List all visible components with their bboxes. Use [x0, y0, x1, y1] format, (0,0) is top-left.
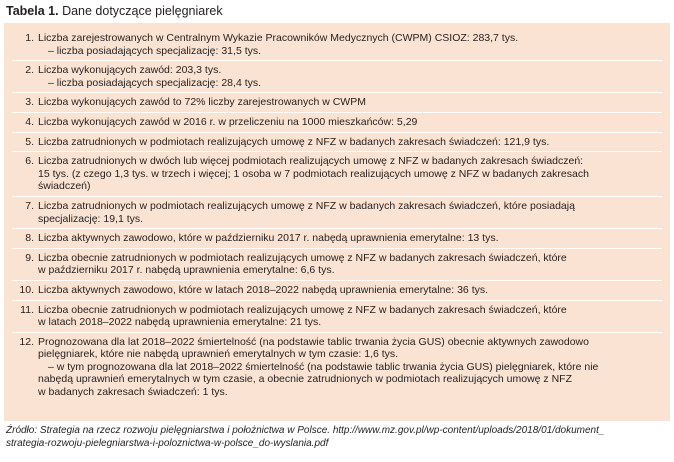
row-text-line: w październiku 2017 r. nabędą uprawnienia emerytalne: 6,6 tys. — [38, 264, 335, 277]
row-number: 10. — [19, 283, 34, 296]
row-text-line: Prognozowana dla lat 2018–2022 śmiertelność (na podstawie tablic trwania życia GUS) obecnie aktywnych zawodowo — [38, 335, 589, 348]
row-text-line: – liczba posiadających specjalizację: 31,5 tys. — [48, 44, 262, 57]
table-caption — [6, 4, 223, 18]
table-caption-title: Dane dotyczące pielęgniarek — [62, 4, 223, 18]
row-text-line: Liczba wykonujących zawód to 72% liczby zarejestrowanych w CWPM — [38, 96, 366, 109]
row-text-line: – liczba posiadających specjalizację: 28,4 tys. — [48, 76, 262, 89]
table-row — [12, 197, 662, 229]
row-number: 7. — [25, 199, 34, 212]
source-line-1: Źródło: Strategia na rzecz rozwoju pielęgniarstwa i położnictwa w Polsce. http://www.mz.gov.pl/wp-content/uploads/2018/01/dokument_ — [6, 425, 605, 436]
row-number: 9. — [25, 251, 34, 264]
table-row — [12, 301, 662, 333]
row-text-line: Liczba zatrudnionych w podmiotach realizujących umowę z NFZ w badanych zakresach świadczeń, które posiadają — [38, 199, 575, 212]
row-number: 3. — [25, 96, 34, 109]
table-row — [12, 133, 662, 153]
row-number: 8. — [25, 232, 34, 245]
row-number: 11. — [20, 303, 34, 316]
row-text-line: świadczeń) — [38, 180, 91, 193]
table-row — [12, 249, 662, 281]
row-text-line: Liczba aktywnych zawodowo, które w latach 2018–2022 nabędą uprawnienia emerytalne: 36 tys. — [38, 283, 489, 296]
row-text-line: 15 tys. (z czego 1,3 tys. w trzech i więcej; 1 osoba w 7 podmiotach realizujących umowę z NFZ w badanych zakresach — [38, 167, 589, 180]
row-text-line: Liczba zarejestrowanych w Centralnym Wykazie Pracowników Medycznych (CWPM) CSIOZ: 283,7 tys. — [38, 32, 519, 44]
table-row — [12, 333, 662, 402]
row-text-line: Liczba aktywnych zawodowo, które w październiku 2017 r. nabędą uprawnienia emerytalne: 13 tys. — [38, 232, 499, 245]
row-text-line: w latach 2018–2022 nabędą uprawnienia emerytalne: 21 tys. — [38, 316, 322, 329]
row-text-line: Liczba obecnie zatrudnionych w podmiotach realizujących umowę z NFZ w badanych zakresach świadczeń, które — [38, 303, 567, 316]
row-number: 12. — [19, 335, 34, 348]
row-text-line: Liczba zatrudnionych w dwóch lub więcej podmiotach realizujących umowę z NFZ w badanych zakresach świadczeń: — [38, 155, 584, 168]
row-text-line: pielęgniarek, które nie nabędą uprawnień emerytalnych w tym czasie: 1,6 tys. — [38, 348, 399, 361]
table-row — [12, 29, 662, 61]
table-row — [12, 61, 662, 93]
table-row — [12, 113, 662, 133]
table-caption-label: Tabela 1. — [6, 4, 59, 18]
row-number: 5. — [25, 135, 34, 148]
table-row — [12, 281, 662, 301]
row-number: 4. — [25, 115, 34, 128]
row-text-line: Liczba zatrudnionych w podmiotach realizujących umowę z NFZ w badanych zakresach świadczeń: 121,9 tys. — [38, 135, 550, 148]
row-text-line: nabędą uprawnień emerytalnych w tym czasie, a obecnie zatrudnionych w podmiotach realizujących umowę z NFZ — [38, 373, 573, 386]
row-text-line: Liczba obecnie zatrudnionych w podmiotach realizujących umowę z NFZ w badanych zakresach świadczeń, które — [38, 251, 567, 264]
source-line-2: strategia-rozwoju-pielegniarstwa-i-poloznictwa-w-polsce_do-wyslania.pdf — [6, 437, 329, 449]
row-text-line: w badanych zakresach świadczeń: 1 tys. — [38, 386, 228, 399]
table-row — [12, 93, 662, 113]
row-text-line: Liczba wykonujących zawód w 2016 r. w przeliczeniu na 1000 mieszkańców: 5,29 — [38, 115, 418, 128]
row-number: 2. — [25, 64, 34, 77]
source-note — [6, 425, 666, 450]
row-number: 1. — [25, 32, 34, 44]
table-row — [12, 229, 662, 249]
row-text-line: specjalizację: 19,1 tys. — [38, 212, 144, 225]
row-text-line: Liczba wykonujących zawód: 203,3 tys. — [38, 64, 222, 77]
data-table — [4, 23, 670, 421]
table-row — [12, 152, 662, 197]
row-text-line: – w tym prognozowana dla lat 2018–2022 śmiertelność (na podstawie tablic trwania życia GUS) pielęgniarek, które nie — [48, 360, 599, 373]
row-number: 6. — [25, 155, 34, 168]
